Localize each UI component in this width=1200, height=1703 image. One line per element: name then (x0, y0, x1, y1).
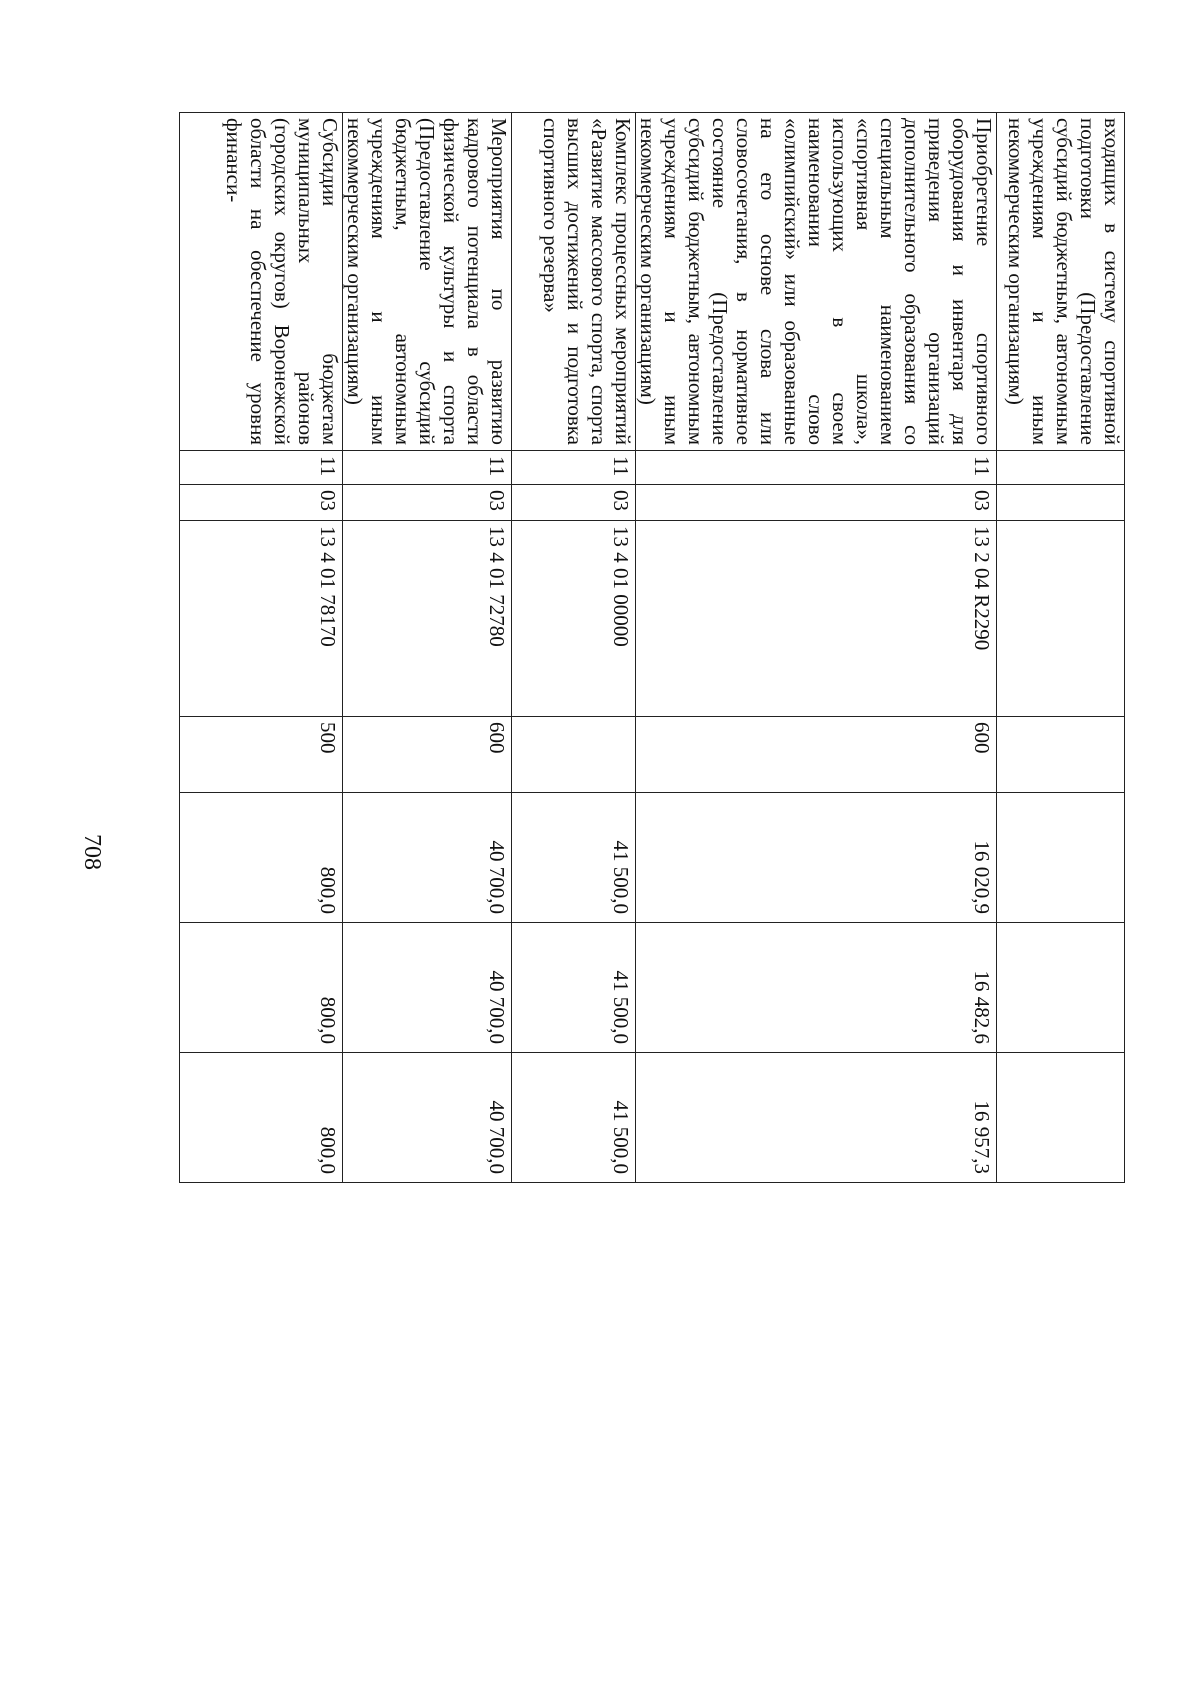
row-name-cell: Субсидии бюджетам муниципальных районов (городских округов) Воронежской области на обеспечение уровня финанси- (180, 113, 343, 451)
subsection-cell: 03 (180, 485, 343, 521)
target-article-cell: 13 4 01 72780 (343, 521, 512, 717)
subsection-cell: 03 (512, 485, 636, 521)
expense-type-cell: 500 (180, 717, 343, 793)
section-cell: 11 (636, 451, 997, 485)
section-cell (997, 451, 1125, 485)
amount-year1-cell: 40 700,0 (343, 793, 512, 923)
subsection-cell: 03 (343, 485, 512, 521)
section-cell: 11 (180, 451, 343, 485)
row-name-cell: Комплекс процессных мероприятий «Развитие массового спорта, спорта высших достижений и подготовка спортивного резерва» (512, 113, 636, 451)
page-number: 708 (79, 834, 105, 870)
amount-year1-cell: 16 020,9 (636, 793, 997, 923)
target-article-cell: 13 2 04 R2290 (636, 521, 997, 717)
table-row (636, 113, 997, 1183)
amount-year1-cell (997, 793, 1125, 923)
target-article-cell (997, 521, 1125, 717)
amount-year3-cell: 16 957,3 (636, 1053, 997, 1183)
amount-year2-cell (997, 923, 1125, 1053)
row-name-cell: Приобретение спортивного оборудования и инвентаря для приведения организаций дополнительного образования со специальным наименованием «спортивная школа», использующих в своем наименовании слово «олимпийский» или образованные на его основе слова или словосочетания, в нормативное состояние (Предоставление субсидий бюджетным, автономным учреждениям и иным некоммерческим организациям) (636, 113, 997, 451)
amount-year3-cell: 800,0 (180, 1053, 343, 1183)
target-article-cell: 13 4 01 00000 (512, 521, 636, 717)
subsection-cell: 03 (636, 485, 997, 521)
amount-year1-cell: 41 500,0 (512, 793, 636, 923)
target-article-cell: 13 4 01 78170 (180, 521, 343, 717)
row-name-cell: входящих в систему спортивной подготовки (Предоставление субсидий бюджетным, автономным учреждениям и иным некоммерческим организациям) (997, 113, 1125, 451)
amount-year3-cell: 41 500,0 (512, 1053, 636, 1183)
subsection-cell (997, 485, 1125, 521)
amount-year2-cell: 40 700,0 (343, 923, 512, 1053)
amount-year3-cell: 40 700,0 (343, 1053, 512, 1183)
section-cell: 11 (512, 451, 636, 485)
amount-year2-cell: 800,0 (180, 923, 343, 1053)
amount-year3-cell (997, 1053, 1125, 1183)
row-name-cell: Мероприятия по развитию кадрового потенциала в области физической культуры и спорта (Предоставление субсидий бюджетным, автономным учреждениям и иным некоммерческим организациям) (343, 113, 512, 451)
expense-type-cell: 600 (636, 717, 997, 793)
table-row (180, 113, 343, 1183)
amount-year1-cell: 800,0 (180, 793, 343, 923)
amount-year2-cell: 41 500,0 (512, 923, 636, 1053)
budget-table-sheet (207, 112, 1125, 1182)
expense-type-cell: 600 (343, 717, 512, 793)
budget-table (179, 112, 1125, 1183)
table-row (343, 113, 512, 1183)
table-row (512, 113, 636, 1183)
expense-type-cell (997, 717, 1125, 793)
table-row (997, 113, 1125, 1183)
amount-year2-cell: 16 482,6 (636, 923, 997, 1053)
section-cell: 11 (343, 451, 512, 485)
expense-type-cell (512, 717, 636, 793)
